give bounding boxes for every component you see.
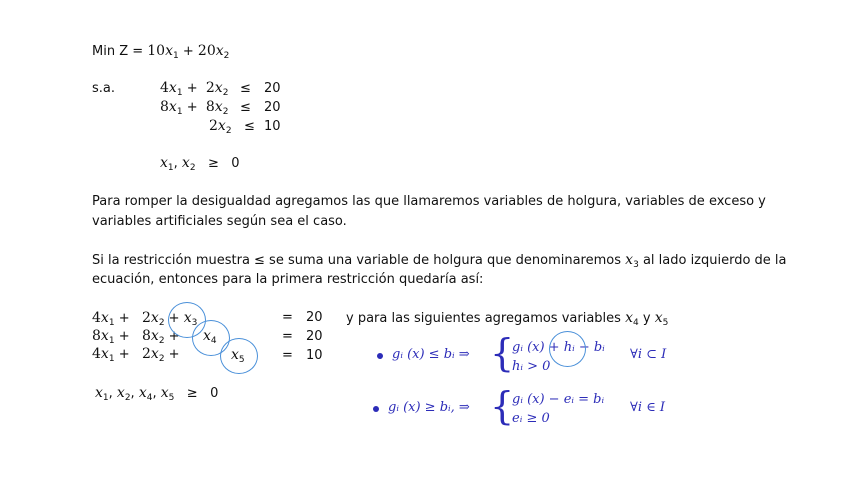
constraint-1-rhs: 20: [264, 81, 281, 96]
std-row-3: $4x_1 + 2x_2$ +: [92, 346, 180, 364]
constraint-3-op: ≤: [244, 119, 255, 134]
std-nonnegativity: $x_1$, $x_2$, $x_4$, $x_5$ ≥ 0: [95, 385, 219, 403]
std-row-2: $8x_1 + 8x_2$ +: [92, 328, 180, 346]
rule-2-lhs: gᵢ (x) ≥ bᵢ, ⇒: [388, 400, 470, 415]
rule-2-brace: {: [490, 384, 515, 428]
rule-2-bullet: [373, 406, 379, 412]
paragraph-1-line-1: Para romper la desigualdad agregamos las que llamaremos variables de holgura, variables de exceso y: [92, 194, 766, 209]
std-row-1: $4x_1 + 2x_2 + x_3$: [92, 310, 198, 328]
nonnegativity: $x_1$, $x_2$ ≥ 0: [160, 155, 240, 173]
side-text: y para las siguientes agregamos variables $x_4$ y $x_5$: [346, 310, 669, 328]
std-row-2-x4: $x_4$: [203, 328, 217, 346]
rule-1-top: gᵢ (x) + hᵢ − bᵢ: [512, 340, 605, 355]
objective-coef-1: 10: [147, 43, 166, 59]
paragraph-1-line-2: variables artificiales según sea el caso.: [92, 214, 347, 229]
rule-2-top: gᵢ (x) − eᵢ = bᵢ: [512, 392, 605, 407]
rule-1-bullet: [377, 353, 383, 359]
constraint-1: $4x_1 + 2x_2$: [160, 80, 229, 98]
std-row-3-eq: =: [282, 348, 293, 363]
rule-1-lhs: gᵢ (x) ≤ bᵢ ⇒: [392, 347, 470, 362]
constraint-2: $8x_1 + 8x_2$: [160, 99, 229, 117]
subject-to-label: s.a.: [92, 81, 116, 96]
constraint-2-rhs: 20: [264, 100, 281, 115]
constraint-1-op: ≤: [240, 81, 251, 96]
rule-2-bottom: eᵢ ≥ 0: [512, 411, 550, 426]
std-row-1-rhs: 20: [306, 310, 323, 325]
rule-1-bottom: hᵢ > 0: [512, 359, 551, 374]
paragraph-2-line-1: Si la restricción muestra ≤ se suma una variable de holgura que denominaremos $x_3$ al lado izquierdo de la: [92, 252, 787, 270]
objective-coef-2: 20: [197, 43, 216, 59]
paragraph-2-line-2: ecuación, entonces para la primera restricción quedaría así:: [92, 272, 484, 287]
highlight-circle-rule-1: [549, 331, 586, 367]
constraint-3-rhs: 10: [264, 119, 281, 134]
highlight-circle-x5: [220, 338, 258, 374]
std-row-1-eq: =: [282, 310, 293, 325]
objective-prefix: Min Z =: [92, 44, 148, 59]
rule-2-scope: ∀i ∈ I: [630, 400, 666, 415]
rule-1-brace: {: [490, 331, 515, 375]
objective-function: Min $Z = 10x_1 + 20x_2$: [92, 43, 230, 61]
constraint-2-op: ≤: [240, 100, 251, 115]
std-row-3-x5: $x_5$: [231, 347, 245, 365]
std-row-2-eq: =: [282, 329, 293, 344]
std-row-2-rhs: 20: [306, 329, 323, 344]
std-row-3-rhs: 10: [306, 348, 323, 363]
constraint-3: $2x_2$: [209, 118, 232, 136]
rule-1-scope: ∀i ⊂ I: [630, 347, 667, 362]
